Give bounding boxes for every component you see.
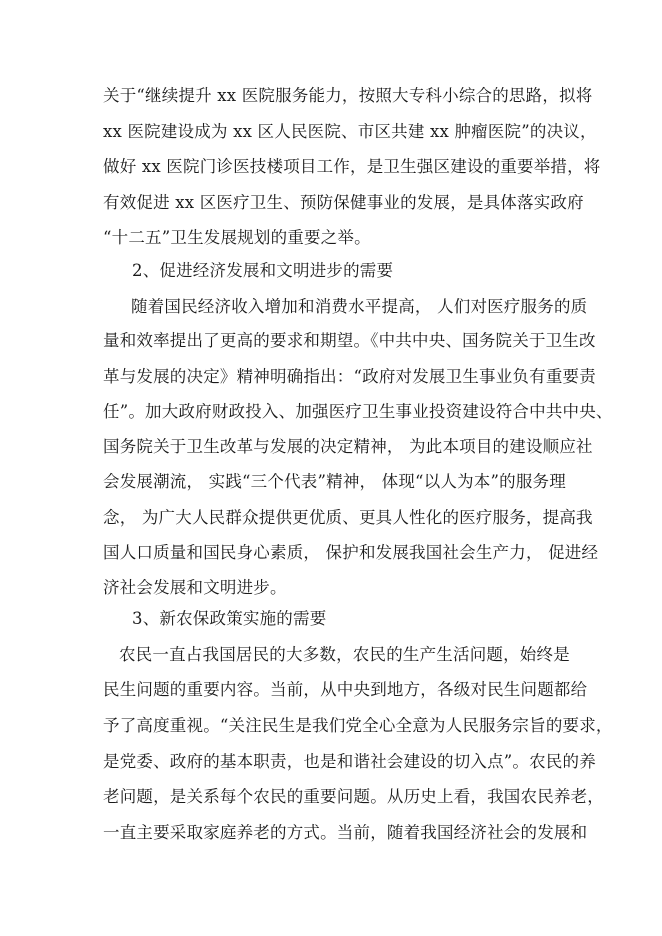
paragraph-line: 济社会发展和文明进步。: [103, 578, 287, 597]
paragraph-line: 一直主要采取家庭养老的方式。当前，随着我国经济社会的发展和: [103, 823, 588, 842]
paragraph-line: 随着国民经济收入增加和消费水平提高， 人们对医疗服务的质: [131, 297, 588, 316]
paragraph-line: 关于“继续提升 xx 医院服务能力，按照大专科小综合的思路，拟将: [103, 86, 593, 105]
paragraph-line: 念， 为广大人民群众提供更优质、更具人性化的医疗服务，提高我: [103, 508, 593, 527]
paragraph-line: 革与发展的决定》精神明确指出：“政府对发展卫生事业负有重要责: [103, 367, 596, 386]
paragraph-line: 予了高度重视。“关注民生是我们党全心全意为人民服务宗旨的要求，: [103, 716, 613, 735]
paragraph-line: 农民一直占我国居民的大多数，农民的生产生活问题，始终是: [119, 645, 570, 664]
paragraph-line: 会发展潮流， 实践“三个代表”精神， 体现“以人为本”的服务理: [103, 472, 566, 491]
paragraph-line: 国人口质量和国民身心素质， 保护和发展我国社会生产力， 促进经: [103, 543, 599, 562]
paragraph-line: 国务院关于卫生改革与发展的决定精神， 为此本项目的建设顺应社: [103, 437, 593, 456]
paragraph-line: 民生问题的重要内容。当前，从中央到地方，各级对民生问题都给: [103, 680, 588, 699]
paragraph-line: 量和效率提出了更高的要求和期望。《中共中央、国务院关于卫生改: [103, 331, 596, 350]
paragraph-line: “十二五”卫生发展规划的重要之举。: [103, 228, 371, 247]
paragraph-line: 做好 xx 医院门诊医技楼项目工作，是卫生强区建设的重要举措，将: [103, 157, 601, 176]
section-heading: 3、新农保政策实施的需要: [132, 609, 327, 628]
paragraph-line: xx 医院建设成为 xx 区人民医院、市区共建 xx 肿瘤医院”的决议，: [103, 122, 597, 141]
paragraph-line: 有效促进 xx 区医疗卫生、预防保健事业的发展，是具体落实政府: [103, 193, 584, 212]
paragraph-line: 任”。加大政府财政投入、加强医疗卫生事业投资建设符合中共中央、: [103, 402, 613, 421]
section-heading: 2、促进经济发展和文明进步的需要: [132, 261, 394, 280]
paragraph-line: 老问题，是关系每个农民的重要问题。从历史上看，我国农民养老，: [103, 787, 604, 806]
paragraph-line: 是党委、政府的基本职责，也是和谐社会建设的切入点”。农民的养: [103, 752, 596, 771]
